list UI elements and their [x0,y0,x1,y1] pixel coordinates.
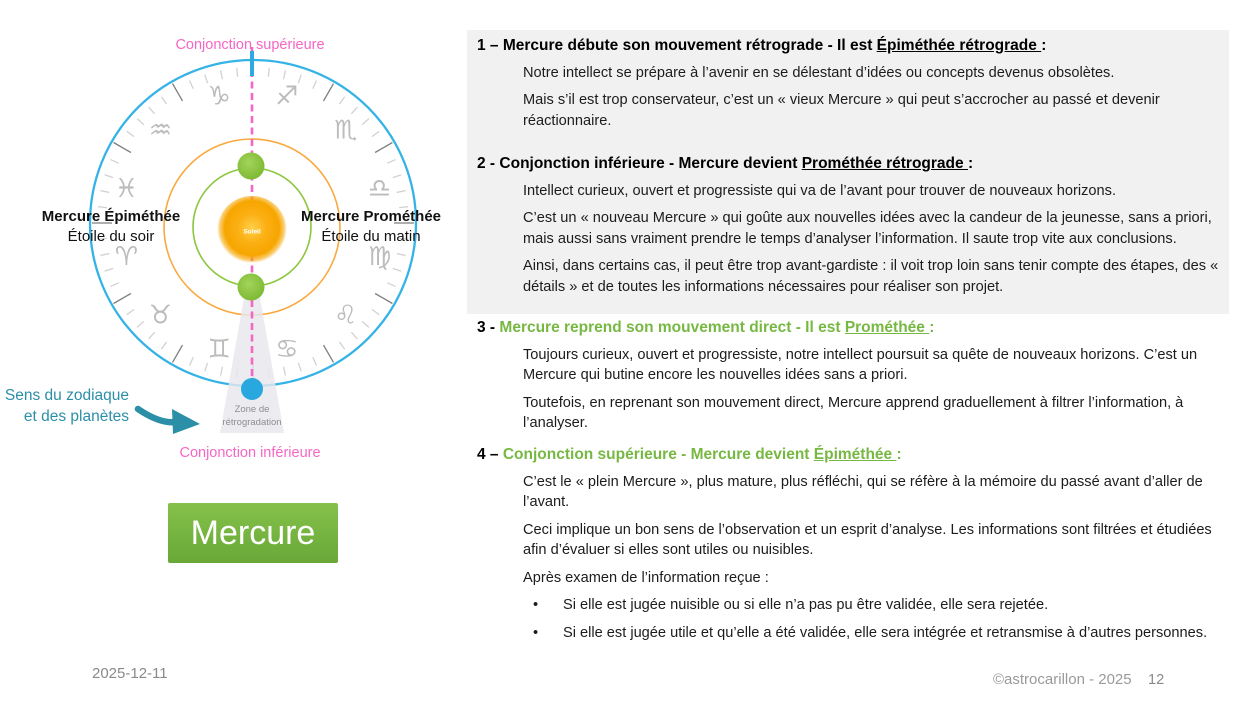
degree-tick [372,309,379,314]
section-3-heading: 3 - Mercure reprend son mouvement direct - Il est Prométhée : [477,319,935,336]
sector-boundary-tick [375,143,392,153]
degree-tick [387,283,395,287]
section-4-paragraph: Ceci implique un bon sens de l’observation et un esprit d’analyse. Les informations sont filtrées et étudiées afin d’évaluer si elles sont utiles ou nuisibles. [523,521,1212,559]
zodiac-aries-icon: ♈ [114,241,139,272]
degree-tick [105,268,114,271]
degree-tick [298,75,301,84]
degree-tick [100,191,109,193]
degree-tick [351,332,357,339]
zodiac-gemini-icon: ♊ [207,334,231,365]
degree-tick [221,70,223,79]
degree-tick [397,254,406,256]
zodiac-libra-icon: ♎ [367,174,392,205]
mercury-title-label: Mercure [190,513,316,552]
section-4-heading: 4 – Conjonction supérieure - Mercure devient Épiméthée : [477,446,902,463]
section-4-bullet: • Si elle est jugée utile et qu’elle a été validée, elle sera intégrée et retransmise à d’autres personnes. [533,623,1219,643]
section-4-paragraph: Après examen de l’information reçue : [523,569,769,586]
section-1-paragraph: Mais s’il est trop conservateur, c’est un « vieux Mercure » qui peut s’accrocher au passé et devenir réactionnaire. [523,92,1160,129]
degree-tick [313,80,317,88]
degree-tick [362,119,369,125]
degree-tick [127,309,134,314]
retro-zone-label-line1: Zone de [234,404,270,415]
degree-tick [313,357,317,365]
degree-tick [161,342,166,349]
sun-label: Soleil [243,228,261,236]
degree-tick [393,268,402,271]
degree-tick [351,107,357,114]
bullet-icon: • [533,597,539,614]
mercury-cycle-diagram [0,0,460,470]
conjunction-superior-label: Conjonction supérieure [175,37,325,53]
zodiac-aquarius-icon: ♒ [148,115,173,146]
degree-tick [221,367,223,376]
sector-boundary-tick [324,84,334,101]
mercury-planet-bottom-icon [238,274,265,301]
footer-date: 2025-12-11 [92,665,168,682]
degree-tick [268,68,269,77]
section-3-promethee [467,312,1229,451]
degree-tick [127,131,134,136]
mercury-planet-top-icon [238,153,265,180]
degree-tick [339,97,344,104]
degree-tick [110,283,118,287]
zodiac-scorpio-icon: ♏ [333,115,358,146]
degree-tick [149,107,155,114]
section-2-heading: 2 - Conjonction inférieure - Mercure devient Prométhée rétrograde : [477,155,974,172]
morning-star-label: Étoile du matin [321,228,421,245]
zodiac-taurus-icon: ♉ [148,300,173,331]
section-2-paragraph: C’est un « nouveau Mercure » qui goûte aux nouvelles idées avec la candeur de la jeunesse, sans a priori, mais aussi sans vraiment prendre le temps d’analyser l’information. Il saute trop vite aux conclusions. [523,210,1212,247]
mercury-title-box [168,503,338,563]
sector-boundary-tick [173,84,183,101]
degree-tick [339,342,344,349]
degree-tick [372,131,379,136]
section-3-paragraph: Toujours curieux, ouvert et progressiste, notre intellect poursuit sa quête de nouveaux horizons. C’est un Mercure qui butine encore les nouvelles idées sans a priori. [523,346,1198,384]
zodiac-direction-label-line2: et des planètes [23,408,129,425]
evening-star-label: Étoile du soir [67,228,155,245]
zodiac-leo-icon: ♌ [333,300,358,331]
section-2-paragraph: Intellect curieux, ouvert et progressiste qui va de l’avant pour trouver de nouveaux horizons. [523,182,1116,199]
direction-arrow-icon [138,409,200,434]
page-number: 12 [1148,672,1165,688]
degree-tick [105,175,114,178]
degree-tick [298,363,301,372]
section-1-heading: 1 – Mercure débute son mouvement rétrograde - Il est Épiméthée rétrograde : [477,37,1047,54]
section-2-paragraph: Ainsi, dans certains cas, il peut être trop avant-gardiste : il voit trop loin sans tenir compte des étapes, des « détails » et de toutes les informations nécessaires pour réaliser son projet. [523,258,1219,295]
section-1-epimethee-retrograde [467,30,1229,148]
degree-tick [137,119,144,125]
section-4-epimethee [467,439,1229,662]
sector-boundary-tick [324,345,334,362]
degree-tick [284,367,286,376]
zodiac-capricorn-icon: ♑ [207,81,231,112]
mercury-prometheus-label: Mercure Prométhée [300,208,442,225]
degree-tick [190,357,194,365]
zodiac-virgo-icon: ♍ [367,241,392,272]
inferior-conjunction-dot [241,378,263,400]
conjunction-inferior-label: Conjonction inférieure [179,445,321,461]
section-4-paragraph: C’est le « plein Mercure », plus mature, plus réfléchi, qui se réfère à la mémoire du passé avant d’aller de l’avant. [523,473,1203,511]
degree-tick [393,175,402,178]
mercury-epimetheus-label: Mercure Épiméthée [41,208,181,225]
bullet-icon: • [533,625,539,642]
degree-tick [190,80,194,88]
degree-tick [237,68,238,77]
degree-tick [387,160,395,164]
zodiac-sagittarius-icon: ♐ [275,81,299,112]
footer-copyright: ©astrocarillon - 2025 [993,671,1132,688]
degree-tick [110,160,118,164]
sector-boundary-tick [173,345,183,362]
section-3-paragraph: Toutefois, en reprenant son mouvement direct, Mercure apprend graduellement à filtrer l’information, à l’analyser. [523,394,1184,432]
section-1-paragraph: Notre intellect se prépare à l’avenir en se délestant d’idées ou concepts devenus obsolètes. [523,64,1115,81]
degree-tick [149,332,155,339]
degree-tick [397,191,406,193]
degree-tick [100,254,109,256]
degree-tick [161,97,166,104]
sector-boundary-tick [375,294,392,304]
sector-boundary-tick [114,143,131,153]
degree-tick [137,321,144,327]
zodiac-pisces-icon: ♓ [114,174,139,205]
zodiac-cancer-icon: ♋ [275,334,299,365]
retro-zone-label-line2: rétrogradation [222,417,282,428]
section-4-bullet: • Si elle est jugée nuisible ou si elle n’a pas pu être validée, elle sera rejetée. [533,595,1219,615]
zodiac-direction-label-line1: Sens du zodiaque [4,387,129,404]
section-2-promethee-retrograde [467,148,1229,314]
degree-tick [362,321,369,327]
degree-tick [284,70,286,79]
sector-boundary-tick [114,294,131,304]
